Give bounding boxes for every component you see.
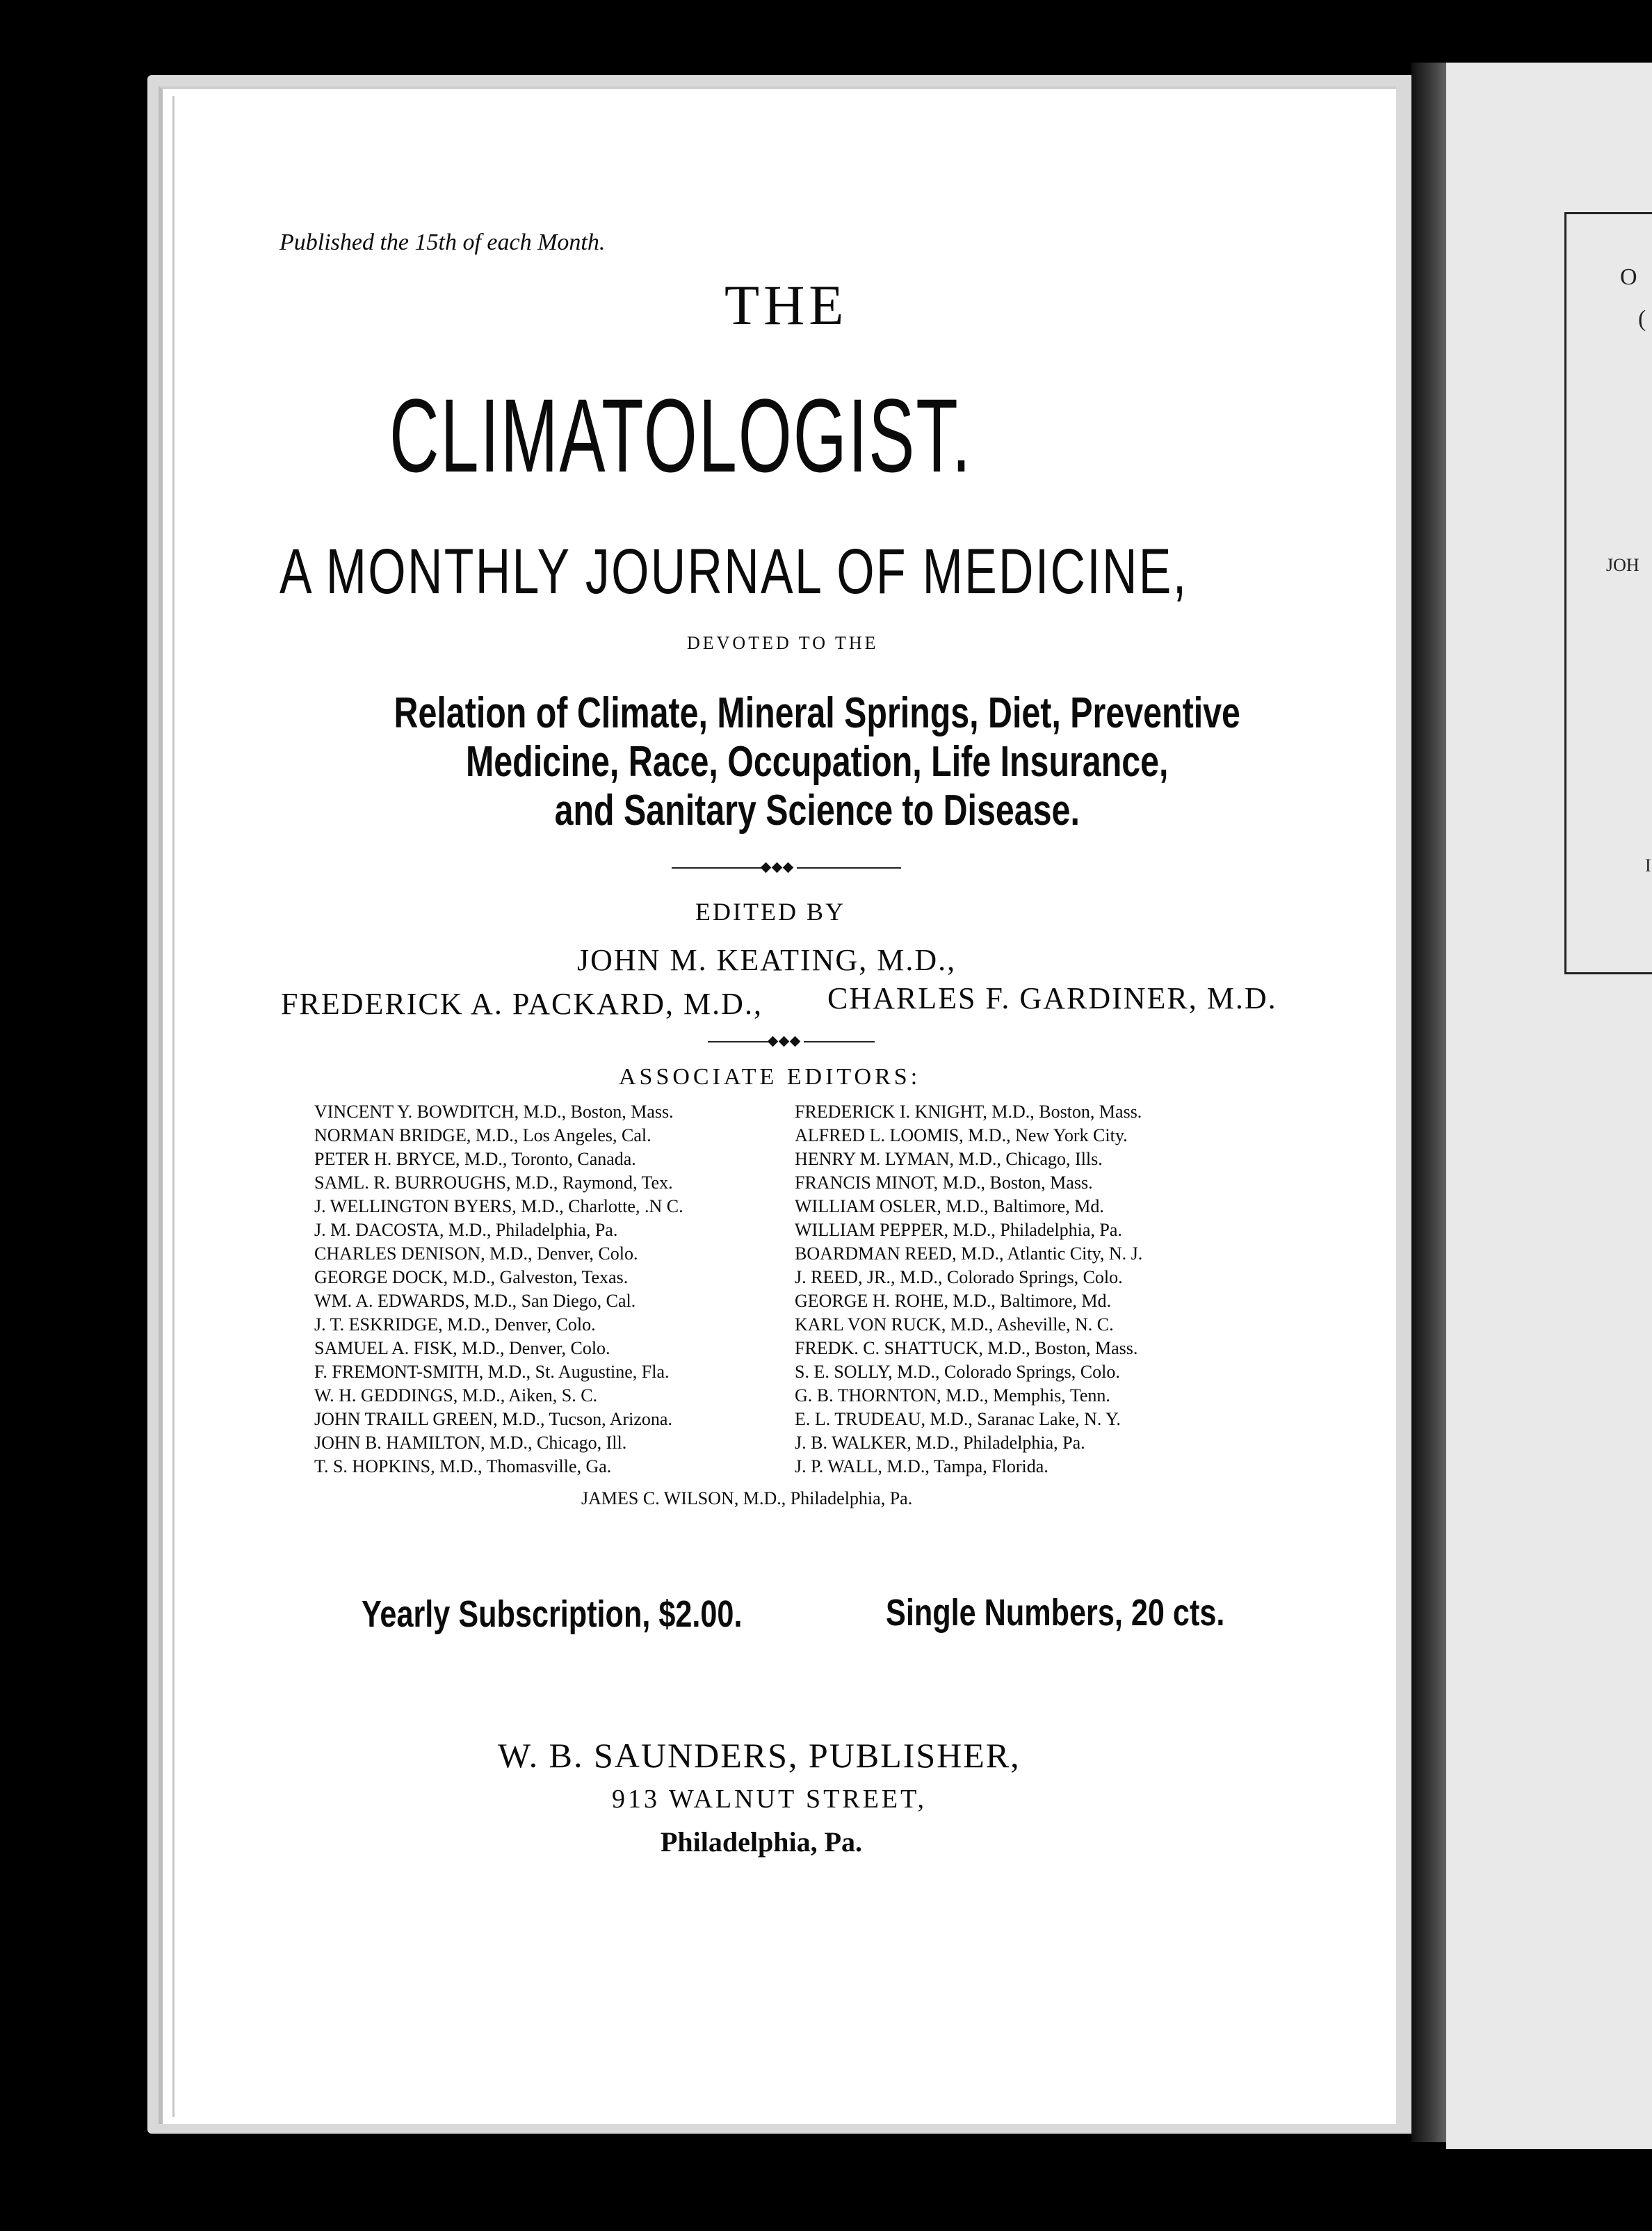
- associate-editor: T. S. HOPKINS, M.D., Thomasville, Ga.: [314, 1456, 612, 1476]
- associate-editor: SAMUEL A. FISK, M.D., Denver, Colo.: [314, 1338, 610, 1358]
- associate-editor: JAMES C. WILSON, M.D., Philadelphia, Pa.: [581, 1488, 913, 1508]
- associate-editor: FRANCIS MINOT, M.D., Boston, Mass.: [795, 1173, 1093, 1193]
- associate-editor: VINCENT Y. BOWDITCH, M.D., Boston, Mass.: [314, 1102, 674, 1122]
- associate-editors-left: [314, 1100, 683, 1479]
- associate-editor: WILLIAM OSLER, M.D., Baltimore, Md.: [795, 1196, 1104, 1216]
- publisher-name: W. B. SAUNDERS, PUBLISHER,: [498, 1736, 1021, 1775]
- journal-title: CLIMATOLOGIST.: [389, 377, 973, 494]
- associate-editors-heading: ASSOCIATE EDITORS:: [619, 1064, 921, 1090]
- associate-editor: J. P. WALL, M.D., Tampa, Florida.: [795, 1456, 1048, 1476]
- associate-editors-right: [795, 1100, 1142, 1479]
- associate-editor: JOHN B. HAMILTON, M.D., Chicago, Ill.: [314, 1433, 627, 1453]
- associate-editor: FREDK. C. SHATTUCK, M.D., Boston, Mass.: [795, 1338, 1138, 1358]
- chief-editor: JOHN M. KEATING, M.D.,: [577, 943, 957, 977]
- associate-editor: WILLIAM PEPPER, M.D., Philadelphia, Pa.: [795, 1220, 1122, 1240]
- edited-by-label: EDITED BY: [695, 898, 845, 926]
- associate-editor: FREDERICK I. KNIGHT, M.D., Boston, Mass.: [795, 1102, 1142, 1122]
- associate-editor: GEORGE H. ROHE, M.D., Baltimore, Md.: [795, 1291, 1111, 1311]
- right-page-fragment: (: [1638, 306, 1646, 332]
- associate-editor: J. REED, JR., M.D., Colorado Springs, Colo.: [795, 1267, 1123, 1287]
- publisher-city: Philadelphia, Pa.: [661, 1826, 863, 1858]
- associate-editor: G. B. THORNTON, M.D., Memphis, Tenn.: [795, 1385, 1110, 1406]
- single-number-price: Single Numbers, 20 cts.: [886, 1592, 1225, 1634]
- right-page-fragment: JOH: [1606, 555, 1639, 575]
- associate-editor: SAML. R. BURROUGHS, M.D., Raymond, Tex.: [314, 1173, 673, 1193]
- right-page-fragment: I: [1645, 855, 1651, 876]
- scope-line: and Sanitary Science to Disease.: [554, 787, 1080, 835]
- co-editor: FREDERICK A. PACKARD, M.D.,: [281, 987, 763, 1021]
- scope-line: Medicine, Race, Occupation, Life Insurance,: [466, 738, 1169, 786]
- associate-editor: J. T. ESKRIDGE, M.D., Denver, Colo.: [314, 1314, 596, 1335]
- associate-editor: NORMAN BRIDGE, M.D., Los Angeles, Cal.: [314, 1125, 651, 1145]
- associate-editor: PETER H. BRYCE, M.D., Toronto, Canada.: [314, 1149, 636, 1169]
- associate-editor: GEORGE DOCK, M.D., Galveston, Texas.: [314, 1267, 629, 1287]
- associate-editor: F. FREMONT-SMITH, M.D., St. Augustine, Fla.: [314, 1362, 670, 1382]
- associate-editor: E. L. TRUDEAU, M.D., Saranac Lake, N. Y.: [795, 1409, 1121, 1429]
- associate-editor: CHARLES DENISON, M.D., Denver, Colo.: [314, 1243, 638, 1264]
- associate-editor: J. WELLINGTON BYERS, M.D., Charlotte, .N C.: [314, 1196, 683, 1216]
- devoted-line: DEVOTED TO THE: [687, 633, 879, 653]
- ornamental-rule: [708, 1036, 875, 1047]
- associate-editor: WM. A. EDWARDS, M.D., San Diego, Cal.: [314, 1291, 636, 1311]
- journal-subtitle: A MONTHLY JOURNAL OF MEDICINE,: [280, 536, 1188, 607]
- yearly-subscription: Yearly Subscription, $2.00.: [362, 1593, 743, 1635]
- publication-frequency-note: Published the 15th of each Month.: [280, 229, 606, 255]
- co-editor: CHARLES F. GARDINER, M.D.: [827, 981, 1277, 1015]
- associate-editor: S. E. SOLLY, M.D., Colorado Springs, Colo.: [795, 1362, 1120, 1382]
- publisher-address: 913 WALNUT STREET,: [612, 1785, 928, 1814]
- associate-editor: ALFRED L. LOOMIS, M.D., New York City.: [795, 1125, 1128, 1145]
- scope-line: Relation of Climate, Mineral Springs, Diet, Preventive: [394, 689, 1240, 737]
- title-prefix: THE: [724, 273, 848, 337]
- associate-editor: J. B. WALKER, M.D., Philadelphia, Pa.: [795, 1433, 1085, 1453]
- associate-editor: KARL VON RUCK, M.D., Asheville, N. C.: [795, 1314, 1114, 1335]
- ornamental-rule: [672, 862, 901, 873]
- associate-editor: W. H. GEDDINGS, M.D., Aiken, S. C.: [314, 1385, 598, 1406]
- associate-editor: BOARDMAN REED, M.D., Atlantic City, N. J.: [795, 1243, 1143, 1264]
- associate-editor: J. M. DACOSTA, M.D., Philadelphia, Pa.: [314, 1220, 618, 1240]
- right-page-fragment: O: [1620, 264, 1637, 290]
- associate-editor: JOHN TRAILL GREEN, M.D., Tucson, Arizona.: [314, 1409, 672, 1429]
- associate-editor: HENRY M. LYMAN, M.D., Chicago, Ills.: [795, 1149, 1103, 1169]
